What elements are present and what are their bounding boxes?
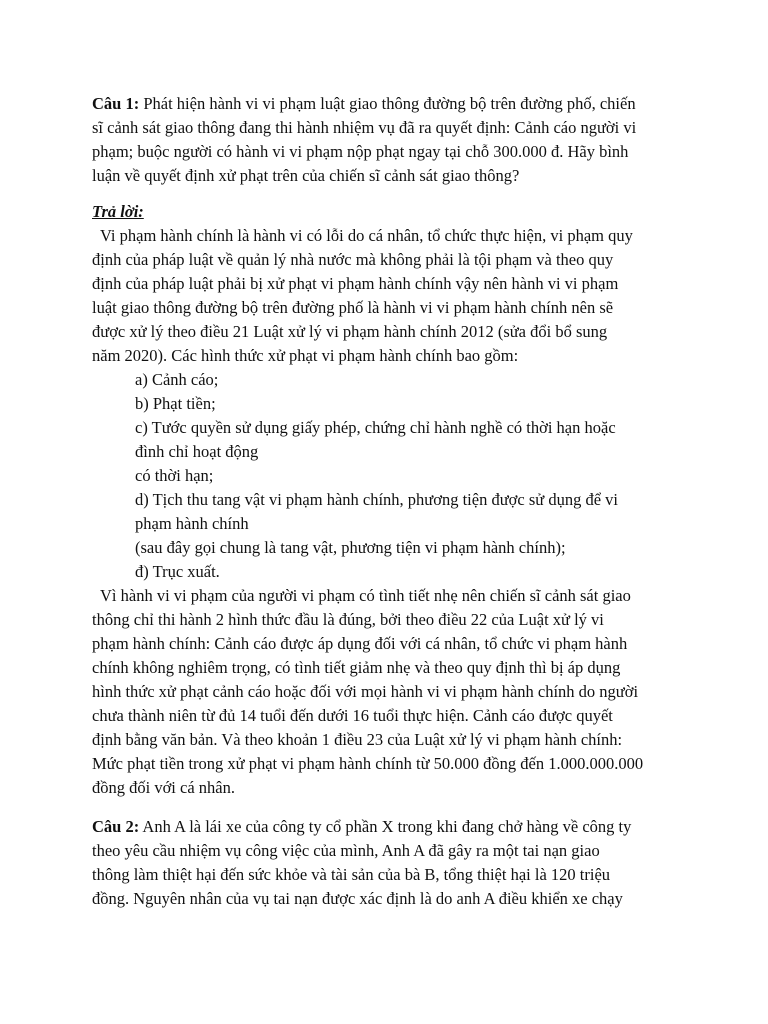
question-2-line: Câu 2: Anh A là lái xe của công ty cổ phần X trong khi đang chở hàng về công ty — [92, 817, 632, 836]
answer-heading: Trả lời: — [92, 202, 144, 221]
answer-conclusion-line: phạm hành chính: Cảnh cáo được áp dụng đối với cá nhân, tổ chức vi phạm hành — [92, 634, 628, 653]
answer-conclusion-line: chưa thành niên từ đủ 14 tuổi đến dưới 16 tuổi thực hiện. Cảnh cáo được quyết — [92, 706, 613, 725]
answer-conclusion-line: Vì hành vi vi phạm của người vi phạm có tình tiết nhẹ nên chiến sĩ cảnh sát giao — [100, 586, 631, 605]
answer-intro-line: được xử lý theo điều 21 Luật xử lý vi phạm hành chính 2012 (sửa đổi bổ sung — [92, 322, 608, 341]
answer-conclusion-line: hình thức xử phạt cảnh cáo hoặc đối với mọi hành vi vi phạm hành chính do người — [92, 682, 639, 701]
answer-intro-line: luật giao thông đường bộ trên đường phố là hành vi vi phạm hành chính nên sẽ — [92, 298, 614, 317]
answer-intro — [92, 224, 688, 368]
question-1-line: phạm; buộc người có hành vi vi phạm nộp phạt ngay tại chỗ 300.000 đ. Hãy bình — [92, 142, 629, 161]
answer-conclusion-line: chính không nghiêm trọng, có tình tiết giảm nhẹ và theo quy định thì bị áp dụng — [92, 658, 621, 677]
question-2-line: thông làm thiệt hại đến sức khỏe và tài sản của bà B, tổng thiệt hại là 120 triệu — [92, 865, 611, 884]
list-item: đ) Trục xuất. — [135, 562, 220, 581]
penalty-list — [92, 368, 688, 584]
question-1 — [92, 92, 688, 188]
question-1-line: luận về quyết định xử phạt trên của chiến sĩ cảnh sát giao thông? — [92, 166, 520, 185]
question-2 — [92, 815, 688, 911]
answer-intro-line: định của pháp luật về quản lý nhà nước mà không phải là tội phạm và theo quy — [92, 250, 614, 269]
question-2-label: Câu 2: — [92, 817, 140, 836]
question-2-line: theo yêu cầu nhiệm vụ công việc của mình, Anh A đã gây ra một tai nạn giao — [92, 841, 600, 860]
list-item: c) Tước quyền sử dụng giấy phép, chứng chỉ hành nghề có thời hạn hoặc — [135, 418, 616, 437]
answer-conclusion-line: thông chỉ thi hành 2 hình thức đầu là đúng, bởi theo điều 22 của Luật xử lý vi — [92, 610, 604, 629]
list-item: b) Phạt tiền; — [135, 394, 216, 413]
question-2-line: đồng. Nguyên nhân của vụ tai nạn được xác định là do anh A điều khiển xe chạy — [92, 889, 623, 908]
answer-intro-line: năm 2020). Các hình thức xử phạt vi phạm hành chính bao gồm: — [92, 346, 519, 365]
question-1-line: Câu 1: Phát hiện hành vi vi phạm luật giao thông đường bộ trên đường phố, chiến — [92, 94, 636, 113]
list-item: có thời hạn; — [135, 466, 214, 485]
answer-conclusion-line: đồng đối với cá nhân. — [92, 778, 235, 797]
answer-conclusion-line: định bằng văn bản. Và theo khoản 1 điều 23 của Luật xử lý vi phạm hành chính: — [92, 730, 623, 749]
list-item: (sau đây gọi chung là tang vật, phương tiện vi phạm hành chính); — [135, 538, 566, 557]
answer-intro-line: định của pháp luật phải bị xử phạt vi phạm hành chính vậy nên hành vi vi phạm — [92, 274, 619, 293]
list-item: d) Tịch thu tang vật vi phạm hành chính, phương tiện được sử dụng để vi — [135, 490, 618, 509]
question-1-line: sĩ cảnh sát giao thông đang thi hành nhiệm vụ đã ra quyết định: Cảnh cáo người vi — [92, 118, 637, 137]
list-item: a) Cảnh cáo; — [135, 370, 219, 389]
list-item: đình chỉ hoạt động — [135, 442, 259, 461]
answer-conclusion — [92, 584, 688, 800]
paragraph-gap — [92, 800, 688, 815]
answer-intro-line: Vi phạm hành chính là hành vi có lỗi do cá nhân, tổ chức thực hiện, vi phạm quy — [100, 226, 633, 245]
answer-conclusion-line: Mức phạt tiền trong xử phạt vi phạm hành chính từ 50.000 đồng đến 1.000.000.000 — [92, 754, 644, 773]
question-1-label: Câu 1: — [92, 94, 140, 113]
list-item: phạm hành chính — [135, 514, 249, 533]
